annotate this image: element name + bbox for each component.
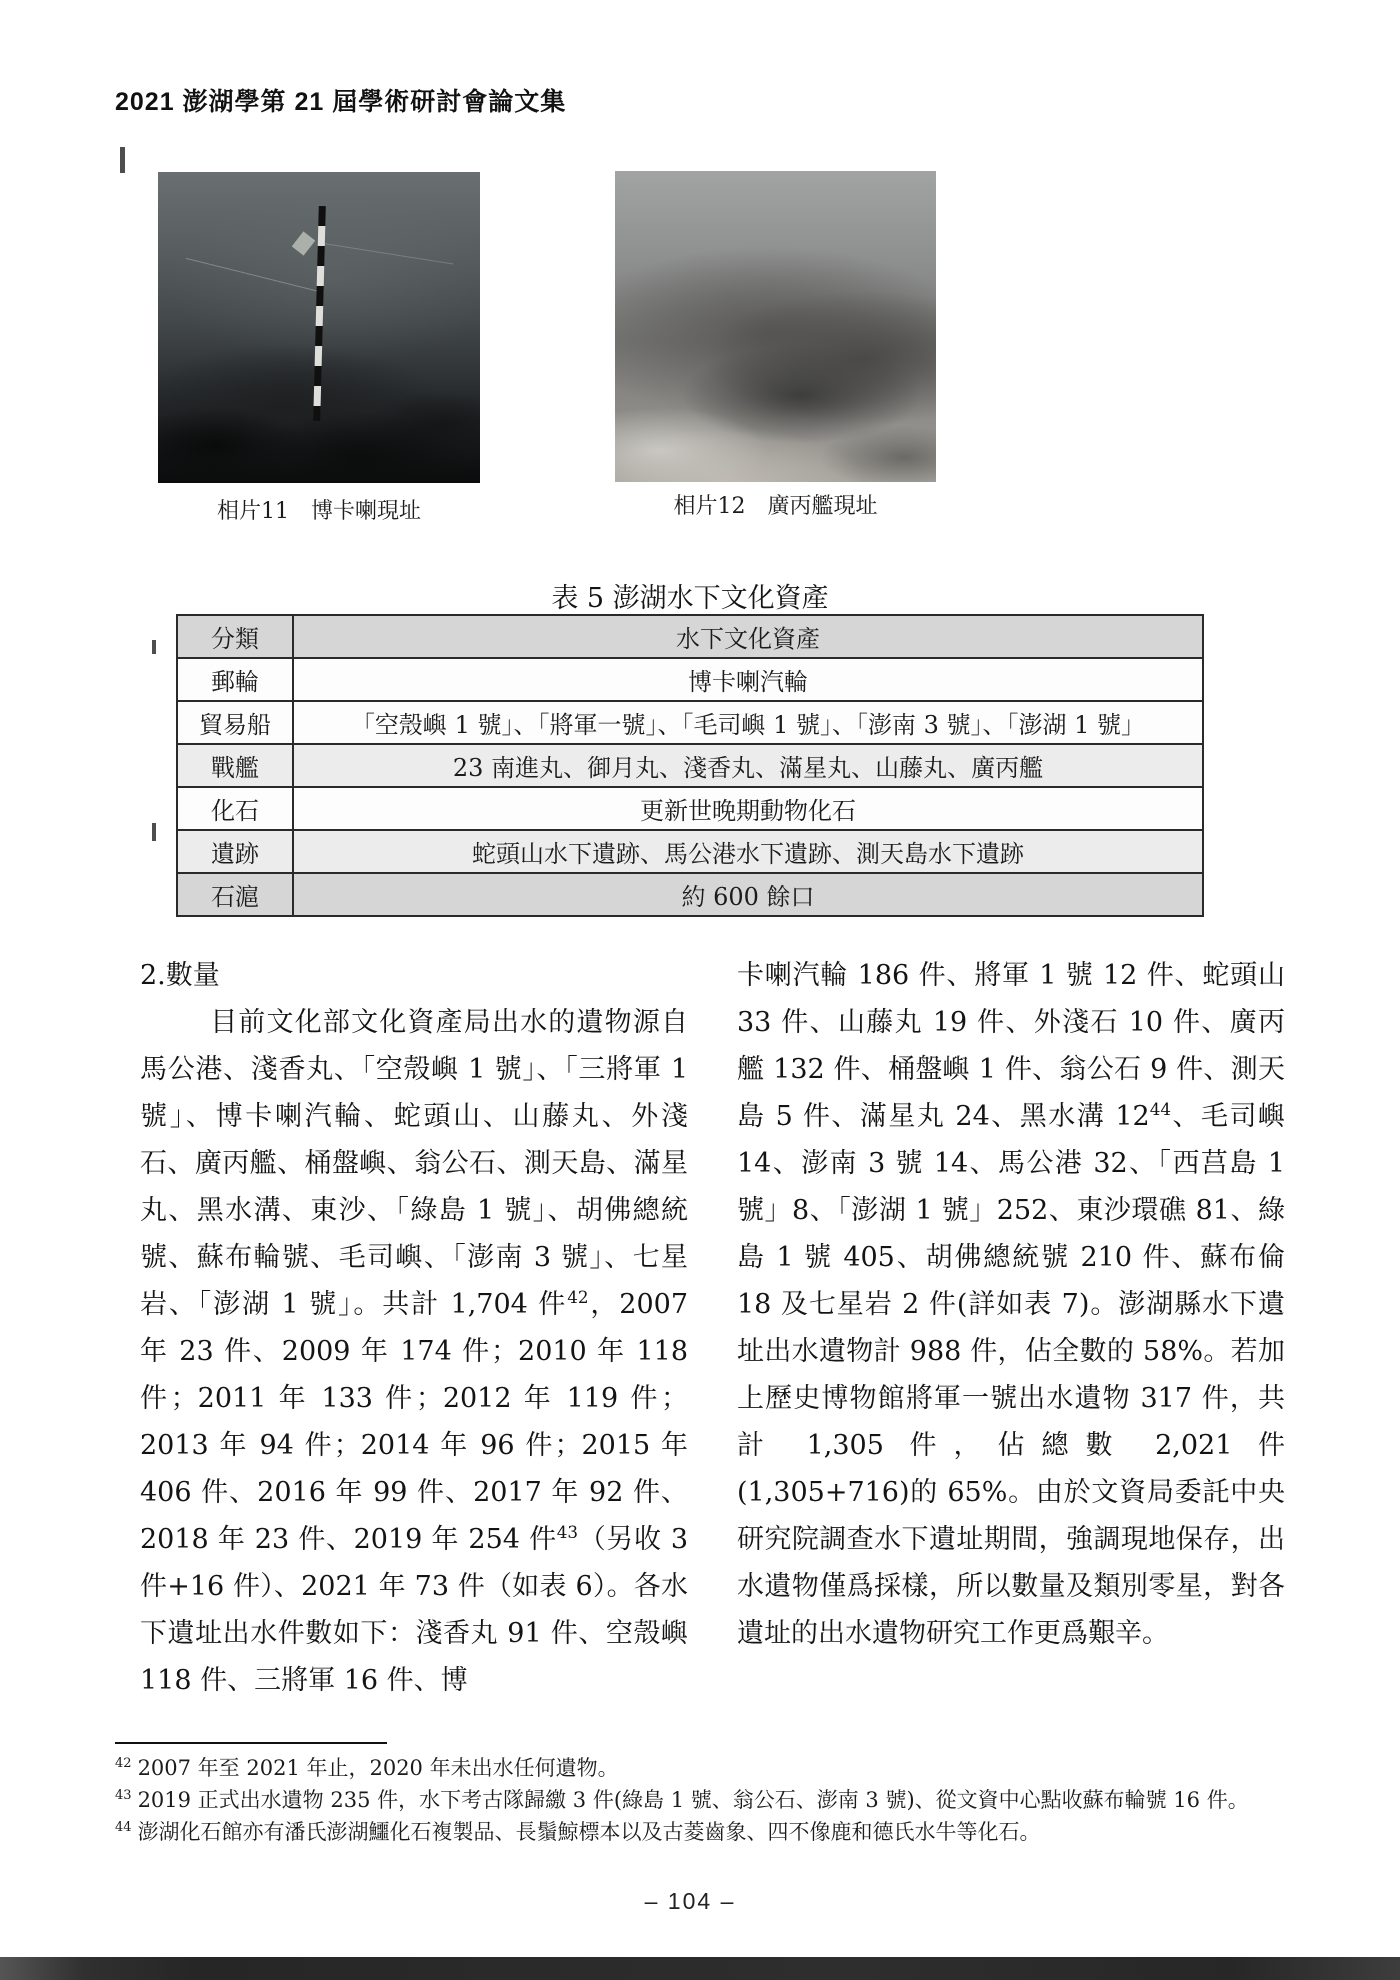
- footnote-text: 2007 年至 2021 年止，2020 年未出水任何遺物。: [137, 1756, 619, 1780]
- paragraph: [737, 952, 1285, 1657]
- footnote-text: 澎湖化石館亦有潘氏澎湖鱷化石複製品、長鬚鯨標本以及古菱齒象、四不像鹿和德氏水牛等化石。: [137, 1820, 1041, 1844]
- rope-line: [320, 242, 454, 264]
- footnote-ref-43: 43: [556, 1522, 579, 1542]
- table-row: [177, 830, 1203, 873]
- footnote-number: 42: [115, 1756, 132, 1771]
- row-label: 石滬: [177, 873, 293, 916]
- page-header: 2021 澎湖學第 21 屆學術研討會論文集: [115, 88, 567, 116]
- body-column-left: [140, 952, 688, 1704]
- text-run: ，2007 年 23 件、2009 年 174 件；2010 年 118 件；2011 年 133 件；2012 年 119 件；2013 年 94 件；2014 年 96 件；2015 年 406 件、2016 年 99 件、2017 年 92 件、2018 年 23 件、2019 年 254 件: [140, 1289, 688, 1555]
- row-label: 貿易船: [177, 701, 293, 744]
- photo-bokala-site: [158, 172, 480, 483]
- photo-guangbing-site: [615, 171, 936, 482]
- footnote-separator: [115, 1742, 387, 1744]
- footnote-number: 43: [115, 1788, 132, 1803]
- footnotes: [115, 1752, 1295, 1848]
- footnote-number: 44: [115, 1820, 132, 1835]
- footnote-42: [115, 1752, 1295, 1784]
- text-run: 目前文化部文化資產局出水的遺物源自馬公港、淺香丸、「空殼嶼 1 號」、「三將軍 1 號」、博卡喇汽輪、蛇頭山、山藤丸、外淺石、廣丙艦、桶盤嶼、翁公石、測天島、滿星丸、黑水溝、東沙、「綠島 1 號」、胡佛總統號、蘇布輪號、毛司嶼、「澎南 3 號」、七星岩、「澎湖 1 號」。共計 1,704 件: [140, 1007, 688, 1320]
- row-label: 戰艦: [177, 744, 293, 787]
- text-run: （另收 3 件+16 件）、2021 年 73 件（如表 6）。各水下遺址出水件數如下：淺香丸 91 件、空殼嶼 118 件、三將軍 16 件、博: [140, 1524, 689, 1696]
- row-value: 約 600 餘口: [293, 873, 1203, 916]
- scan-artifact: [152, 640, 156, 654]
- row-value: 博卡喇汽輪: [293, 658, 1203, 701]
- table-row: [177, 744, 1203, 787]
- table-row: [177, 873, 1203, 916]
- photo-caption-11: 相片11 博卡喇現址: [217, 499, 421, 524]
- row-label: 分類: [177, 615, 293, 658]
- scan-artifact: [120, 147, 125, 173]
- row-label: 郵輪: [177, 658, 293, 701]
- row-value: 更新世晚期動物化石: [293, 787, 1203, 830]
- table-row: [177, 701, 1203, 744]
- text-run: 卡喇汽輪 186 件、將軍 1 號 12 件、蛇頭山 33 件、山藤丸 19 件、外淺石 10 件、廣丙艦 132 件、桶盤嶼 1 件、翁公石 9 件、測天島 5 件、滿星丸 24、黑水溝 12: [737, 960, 1285, 1132]
- survey-tag: [292, 232, 316, 256]
- text-run: 、毛司嶼 14、澎南 3 號 14、馬公港 32、「西莒島 1 號」8、「澎湖 1 號」252、東沙環礁 81、綠島 1 號 405、胡佛總統號 210 件、蘇布倫 18 及七星岩 2 件(詳如表 7)。澎湖縣水下遺址出水遺物計 988 件，佔全數的 58%。若加上歷史博物館將軍一號出水遺物 317 件，共計 1,305 件，佔總數 2,021 件(1,305+716)的 65%。由於文資局委託中央研究院調查水下遺址期間，強調現地保存，出水遺物僅爲採樣，所以數量及類別零星，對各遺址的出水遺物研究工作更爲艱辛。: [737, 1101, 1285, 1649]
- section-heading: 2.數量: [140, 960, 220, 991]
- row-label: 遺跡: [177, 830, 293, 873]
- survey-pole: [313, 206, 326, 421]
- footnote-43: [115, 1784, 1295, 1816]
- scan-edge-strip: [0, 1957, 1400, 1980]
- row-value: 蛇頭山水下遺跡、馬公港水下遺跡、測天島水下遺跡: [293, 830, 1203, 873]
- row-value: 23 南進丸、御月丸、淺香丸、滿星丸、山藤丸、廣丙艦: [293, 744, 1203, 787]
- paragraph: [140, 999, 688, 1704]
- footnote-text: 2019 正式出水遺物 235 件，水下考古隊歸繳 3 件(綠島 1 號、翁公石、澎南 3 號)、從文資中心點收蘇布輪號 16 件。: [137, 1788, 1249, 1812]
- row-value: 「空殼嶼 1 號」、「將軍一號」、「毛司嶼 1 號」、「澎南 3 號」、「澎湖 1 號」: [293, 701, 1203, 744]
- footnote-44: [115, 1816, 1295, 1848]
- rope-line: [186, 258, 324, 293]
- table-title: 表 5 澎湖水下文化資產: [551, 583, 829, 614]
- row-label: 化石: [177, 787, 293, 830]
- row-value: 水下文化資產: [293, 615, 1203, 658]
- footnote-ref-44: 44: [1149, 1099, 1171, 1119]
- scan-artifact: [152, 823, 156, 841]
- photo-caption-12: 相片12 廣丙艦現址: [673, 494, 878, 519]
- page-number: – 104 –: [644, 1888, 736, 1914]
- table-row: [177, 615, 1203, 658]
- underwater-heritage-table: [176, 614, 1204, 917]
- table-row: [177, 787, 1203, 830]
- table-row: [177, 658, 1203, 701]
- footnote-ref-42: 42: [567, 1287, 589, 1307]
- body-column-right: [737, 952, 1285, 1657]
